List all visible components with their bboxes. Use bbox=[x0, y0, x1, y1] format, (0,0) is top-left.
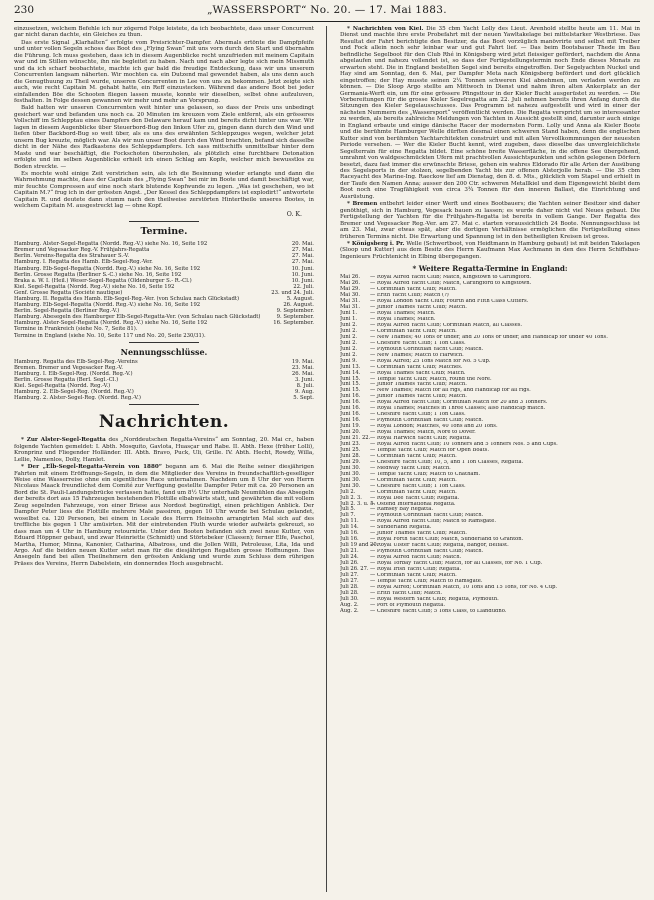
news-text: des „Norddeutschen Regatta-Vereins“ am Sonntag, 20. Mai cr., haben folgende Yachten gemeldet: I. Abth. Mosquito, Gavlota, Huasçar und Rabe. II. Abth. Hexe (früher Lolli), Kronprinz und Fliegender Holländer. III. Abth. Bravo, Puck, Uli, Grille. IV. Abth. Hecht, Rowdy, Willa, Lellie, Namenlos, Dolly, Hamlet. bbox=[14, 437, 314, 463]
regatta-event: — Sunderland Regatta. bbox=[370, 525, 432, 531]
regatta-date: Aug. 2. bbox=[340, 601, 359, 608]
event-name: Kiel. Segel-Regatta (Nordd. Reg.-V.) siehe No. 16, Seite 192 bbox=[14, 283, 175, 290]
news-item bbox=[340, 26, 640, 200]
regatta-event: — Royal Alfred Yacht Club; Match. bbox=[370, 555, 462, 561]
event-date: 10. Juni. bbox=[291, 277, 314, 284]
right-column bbox=[340, 26, 640, 892]
regatta-event: — Royal Thames; Matches in Three Classes; also Handicap match. bbox=[370, 406, 546, 412]
regatta-date: Juni 15. bbox=[340, 375, 361, 382]
regatta-date: Juli 5. bbox=[340, 506, 356, 513]
paragraph: einzusetzen, welchem Befehle ich nur zögernd Folge leistete, da ich beobachtete, dass unser Concurrent gar nicht daran dachte, ein Gleiches zu thun. bbox=[14, 26, 314, 39]
regatta-event: — Corinthian Yacht Club; Match. bbox=[370, 328, 457, 334]
regatta-date: Juni 23. bbox=[340, 441, 361, 447]
header-rule bbox=[14, 21, 640, 22]
regatta-date: Juni 19. bbox=[340, 423, 361, 430]
regatta-event: — Royal Ulster Yacht Club; Regatta, Bangor, Belfast. bbox=[370, 543, 509, 549]
schedule-row bbox=[14, 333, 314, 339]
regatta-event: — Royal Harwich Yacht Club; Regatta. bbox=[370, 436, 472, 442]
event-date: 9. September. bbox=[276, 308, 314, 315]
regatta-event: — Temple Yacht Club; Match for Open Boats. bbox=[370, 447, 489, 453]
regatta-date: Juli 27. bbox=[340, 571, 359, 578]
regatta-date: Juni 14. bbox=[340, 369, 361, 376]
regatta-date: Mai 26. bbox=[340, 280, 360, 287]
regatta-date: Juni 15. bbox=[340, 387, 361, 394]
regatta-date: Juni 16. bbox=[340, 393, 361, 400]
regatta-date: Juni 2. bbox=[340, 351, 358, 358]
regatta-event: — Corinthian Yacht Club; Match. bbox=[370, 453, 457, 459]
regatta-date: Juni 28. bbox=[340, 452, 361, 459]
news-item bbox=[14, 464, 314, 567]
event-date: 27. Mai. bbox=[291, 247, 314, 254]
regatta-event: — Cheshire Yacht Club; 5 Tons Class, to Llandudno. bbox=[370, 608, 507, 614]
regatta-event: — Royal Alfred Yacht Club; Corinthian Match, all Classes. bbox=[370, 322, 523, 328]
regatta-event: — Royal London; Matches, 40 Tons and 20 Tons. bbox=[370, 424, 498, 430]
regatta-date: Juni 21. 22. bbox=[340, 435, 371, 442]
regatta-event: — Royal Alfred Yacht Club; Match, Carlingford to Kingstown. bbox=[370, 281, 532, 287]
regatta-date: Juni 9. bbox=[340, 357, 358, 364]
regatta-event: — Royal Thames; Match. bbox=[370, 311, 436, 317]
event-date: 3. Juni. bbox=[294, 376, 314, 383]
regatta-date: Juni 30. bbox=[340, 476, 361, 483]
regatta-date: Mai 31. bbox=[340, 298, 360, 305]
regatta-event: — Plymouth Corinthian Yacht Club; Match. bbox=[370, 513, 484, 519]
event-date: 10. Juni. bbox=[291, 265, 314, 272]
regatta-date: Aug. 2. bbox=[340, 607, 359, 614]
regatta-date: Juli 28. bbox=[340, 589, 359, 596]
regatta-date: Juli 19 and 20. bbox=[340, 542, 379, 549]
event-date: 20. Mai. bbox=[291, 241, 314, 248]
regatta-date: Mai 29. bbox=[340, 286, 360, 293]
event-name: Bremer und Vegesacker Reg.-V. Frühjahrs-Regatta bbox=[14, 247, 150, 254]
event-date: 19. Mai. bbox=[291, 358, 314, 365]
regatta-event: — Royal Alfred Yacht Club; Match, Kingstown to Carlingford. bbox=[370, 275, 532, 281]
masthead-title: „WASSERSPORT“ No. 20. — 17. Mai 1883. bbox=[207, 4, 447, 16]
regatta-event: — Cheshire Yacht Club; 10, 5, and 1 Ton Classes, Regatta. bbox=[370, 459, 524, 465]
news-lead: * Nachrichten von Kiel. bbox=[347, 26, 424, 32]
regatta-event: — Port of Plymouth Regatta. bbox=[370, 602, 445, 608]
news-text: begann am 6. Mai die Reihe seiner diesjährigen Fahrten mit einem Eröffnungs-Segeln, in dem die Mitglieder des Vereins in freundschaftlich-geselliger Weise eine Wasserreise ohne ein eigentliches Race unternahmen. Nachdem um 8 Uhr der von Herrn Nicolaus Maack freundlichst dem Comité zur Verfügung gestellte Dampfer Peter mit ca. 20 Personen an Bord die St. Pauli-Landungsbrücke verlassen hatte, fand um 8½ Uhr unterhalb Neumühlen das Absegeln der bereits dort aus 15 Fahrzeugen bestehenden Flottille elbabwärts statt, und gewährten die mit vollem Zeug segelnden Fahrzeuge, von einer Briese aus Nordost begünstigt, einen prächtigen Anblick. Der Dampfer Peter liess die Flottille mehrere Male passiren, gegen 10 Uhr wurde bei Schulau gelandet, woselbst ca. 120 Personen, bei einem in Locale des Herrn Heinsohn arrangirten Mal sich auf des treffliche bis gegen 1 Uhr amüsirten. Mit der eintretenden Fluth wurde wieder aufwärts gekreuzt, so dass man um 4 Uhr in Hamburg retournirte. Unter den Booten befanden sich zwei neue Kutter, von Eduard Höppner gebaut, und zwar Heinriette (Schmidt) und Störtebeker (Classen); ferner Elfe, Paschol, Martha, Humor, Minna, Kanonier, Catharina, Albatross, und die Jollen Willi, Petroleuse, Lita, Ida und Argo. Auf die beiden neuen Kutter setzt man für die diesjährigen Regatten grosse Hoffnungen. Das Ansegeln fand bei allen Theilnehmern den grössten Anklang und wurde zum Schluss dem rührigen Präses des Vereins, Herrn Dabelstein, ein donnerndes Hoch ausgebracht. bbox=[14, 464, 314, 567]
regatta-date: Mai 30. bbox=[340, 292, 360, 299]
regatta-event: — Erith Yacht Club; Match (?) bbox=[370, 293, 449, 299]
regatta-date: Juli 16. bbox=[340, 536, 359, 543]
regatta-event: — Junior Thames Yacht Club; Match. bbox=[370, 531, 467, 537]
event-name: Genf. Grosse Regatta (Société nautique) bbox=[14, 289, 123, 296]
event-name: Berlin. Vereins-Regatta des Strahauer S.-V. bbox=[14, 253, 130, 260]
event-name: Berlin. Segel-Regatta (Berliner Reg.-V.) bbox=[14, 308, 120, 315]
regatta-date: Juli 28. bbox=[340, 583, 359, 590]
event-date: 22. Juli. bbox=[293, 283, 314, 290]
event-name: Termine in Frankreich (siehe No. 7, Seite 81). bbox=[14, 326, 138, 333]
regatta-date: Juli 27. bbox=[340, 577, 359, 584]
regatta-event: — Temple Yacht Club; Match to Chatham. bbox=[370, 471, 481, 477]
event-name: Hamburg. 2. Elb-Segel-Reg. (Nordd. Reg.-V.) bbox=[14, 389, 134, 396]
event-date: 10. Juni. bbox=[291, 271, 314, 278]
nennung-heading: Nennungsschlüsse. bbox=[120, 346, 208, 357]
news-text: Die 35 cbm Yacht Lolly des Lieut. Arenhold stellte heute am 11. Mai in Dienst und machte ihre erste Probefahrt mit der neuen Yawltakelage bei mittelstarker Westbriese. Das Resultat der Fahrt berichtigte den Besitzer, da das Boot vorzüglich manövrirte und selbst mit Treiber und Fock allein noch sehr leinbar war und gut Fahrt lief. — Das beim Bootsbauer Thede im Bau befindliche Segelboot für den Club Rhé in Königsberg wird jetzt fleissiger gefördert, nachdem die Anna abgelaufen und nahezu vollendet ist, so dass der Fertigstellungstermin noch Ende dieses Monats zu erwarten steht. Die in England bestellten Segel sind bereits eingetroffen. Der Segelyachten Nuckel und Hay sind am Sonntag, den 6. Mai, per Dampfer Meta nach Königsberg befördert und dort glücklich eingetroffen; der Hay musste seinen 2¼ Tonnen schweren Kiel abnehmen, um verladen werden zu können. — Die Sloop Argo stellte am Mittwoch in Dienst und nahm ihren alten Ankerplatz an der Germania-Werft ein, um für eine grössere Pfingsttour in der Kieler Bucht ausgerüstet zu werden. — Die Vorbereitungen für die grosse Kieler Segelregatta am 22. Juli nehmen bereits ihren Anfang durch die Sitzungen des Kieler Segelausschusses. Das Programm ist nahezu aufgestellt und wird in einer der nächsten Nummern des „Wassersport“ veröffentlicht werden. Die Regatta verspricht um so interessanter zu werden, als bereits zahlreiche Meldungen von Yachten in Aussicht gestellt sind, darunter auch einige in England erbaute und einige dänische Racer der modernsten Form. Lolly und Anna als Kieler Boote und die berühmte Hamburger Welle dürften diesmal einen schweren Stand haben, denn die englischen Kutter sind von berühmten Yachtarchitekten construirt und mit allen Vervollkommnungen der neuesten Periode versehen. — Wer die Kieler Bucht kennt, wird zugeben, dass dieselbe das unvergleichlichste Segelterrain für eine Regatta bildet. Eine schöne breite Wasserfläche, in die offene See übergehend, umrahmt von waldgeschmückten Ufern mit prachtvollen Aussichtspunkten und schön gelegenen Dörfern besetzt, dazu fast immer die erwünschte Briese, gehen ein wahres Eldorado für alle Arten der Ausübung des Segelsports in der stolzen, segelbenden Yacht bis zur offenen Alsterjolle herab. — Die 35 cbm Raceyacht des Marine-Ing. Raeckow lief am Dienstag, den 8. d. Mts., glücklich vom Stapel und erhielt in der Taufe den Namen Anna; ausser den 200 Ctr. schweren Metallkiel und dem Eigengewicht bleibt dem Boot noch eine Tragfähigkeit von circa 3¾ Tonnen für den inneren Ballast, die Einrichtung und Ausrüstung. bbox=[340, 26, 640, 200]
event-date: 9. Aug. bbox=[294, 389, 314, 396]
regatta-date: Mai 26. bbox=[340, 274, 360, 281]
regatta-heading: * Weitere Regatta-Termine in England: bbox=[412, 264, 568, 274]
regatta-event: — Junior Thames Yacht Club; Match. bbox=[370, 394, 467, 400]
regatta-event: — Royal London Yacht Club; Fourth and Fifth Class Cutters. bbox=[370, 299, 529, 305]
regatta-date: Juni 16. bbox=[340, 399, 361, 406]
regatta-event: — Ostend International Regatta. bbox=[370, 501, 456, 507]
event-name: Hamburg. Regatta des Elb-Segel-Reg.-Vereins bbox=[14, 358, 138, 365]
regatta-date: Juni 2. bbox=[340, 327, 358, 334]
regatta-event: — Royal Dee Yacht Club; Regatta. bbox=[370, 495, 460, 501]
regatta-list bbox=[340, 275, 640, 614]
event-name: Kiel. Segel-Regatta (Nordd. Reg.-V.) bbox=[14, 383, 111, 390]
event-date: 9. September. bbox=[276, 314, 314, 321]
regatta-event: — Royal Alfred Yacht Club; Corinthian Match for 20 and 3 Tonners. bbox=[370, 400, 548, 406]
regatta-event: — New Thames; 40 Tons or under, and 20 Tons or under, and Handicap for under 40 Tons. bbox=[370, 334, 608, 340]
regatta-event: — Temple Yacht Club; Match to Ramsgate. bbox=[370, 578, 483, 584]
regatta-event: — Royal Torbay Yacht Club; Match, for all Classes, for No. 1 Cup. bbox=[370, 561, 543, 567]
regatta-event: — New Thames; Match to Harwich. bbox=[370, 352, 464, 358]
regatta-date: Juni 15. bbox=[340, 381, 361, 388]
regatta-date: Juli 2. bbox=[340, 488, 356, 495]
news-lead: * Zur Alster-Segel-Regatta bbox=[21, 437, 106, 444]
regatta-event: — Plymouth Corinthian Yacht Club; Match. bbox=[370, 346, 484, 352]
event-name: Hamburg. 2. Alster-Segel-Reg. (Nordd. Reg.-V.) bbox=[14, 395, 141, 402]
event-name: Hamburg. I. Regatta des Hamb. Elb-Segel-Reg.-Ver. bbox=[14, 259, 153, 266]
regatta-date: Juli 11. bbox=[340, 518, 359, 525]
regatta-date: Juni 25. bbox=[340, 446, 361, 453]
story-signature: O. K. bbox=[286, 210, 302, 218]
event-name: Berlin. Grosse Regatta (Berliner S.-C.) siehe No. 16, Seite 192 bbox=[14, 271, 182, 278]
regatta-event: — Cheshire Yacht Club; 1 Ton Class. bbox=[370, 412, 466, 418]
event-date: 5. August. bbox=[286, 295, 314, 302]
regatta-event: — Erith Yacht Club; Match. bbox=[370, 590, 443, 596]
regatta-event: — Cheshire Yacht Club; 1 Ton Class. bbox=[370, 340, 466, 346]
news-item bbox=[14, 437, 314, 463]
event-name: Braka a. W. I. (Heil.) Weser-Segel-Regatta (Oldenburger S.- R.-Cl.) bbox=[14, 277, 192, 284]
regatta-date: Juli 30. bbox=[340, 595, 359, 602]
regatta-event: — Corinthian Yacht Club; Matches. bbox=[370, 364, 463, 370]
regatta-event: — Royal Thames; Match, Nore to Dover. bbox=[370, 430, 476, 436]
event-date: 5. Sept. bbox=[293, 395, 314, 402]
regatta-date: Juli 16. bbox=[340, 530, 359, 537]
regatta-date: Mai 31. bbox=[340, 304, 360, 311]
event-name: Berlin. Grosse Regatta (Berl. Segl.-Cl.) bbox=[14, 376, 119, 383]
regatta-event: — Royal Alfred Yacht Club; 10 Tonners and 5 Tonners Nos. 5 and Cups. bbox=[370, 442, 558, 447]
regatta-date: Juli 7. bbox=[340, 512, 356, 519]
regatta-event: — Corinthian Yacht Club; Match. bbox=[370, 287, 457, 293]
event-name: Hamburg. Abesegeln des Hamburger Elb-Segel-Regatta-Ver. (von Schulau nach Glückstadt) bbox=[14, 314, 261, 321]
event-name: Bremen. Bremer und Vegesacker Reg.-V. bbox=[14, 364, 123, 371]
event-name: Hamburg. Elb-Segel-Regatta (Nordd. Reg.-V.) siehe No. 16, Seite 192 bbox=[14, 302, 201, 309]
event-name: Hamburg. II. Regatta des Hamb. Elb-Segel-Reg.-Ver. (von Schulau nach Glückstadt) bbox=[14, 295, 240, 302]
regatta-date: Juni 2. bbox=[340, 333, 358, 340]
termine-list bbox=[14, 241, 314, 339]
event-date bbox=[310, 333, 314, 339]
regatta-event: — Corinthian Yacht Club; Match. bbox=[370, 489, 457, 495]
regatta-row bbox=[340, 609, 640, 615]
termine-heading: Termine. bbox=[140, 226, 188, 238]
event-name: Termine in England (siehe No. 10, Seite 117 und No. 20, Seite 230/31). bbox=[14, 332, 206, 339]
regatta-event: — Royal Alfred; 25 Tons Match for No. 5 Cup. bbox=[370, 358, 491, 364]
news-lead: * Bremen bbox=[347, 201, 378, 208]
regatta-event: — Plymouth Corinthian Yacht Club; Match. bbox=[370, 418, 484, 424]
regatta-date: Juni 20. bbox=[340, 429, 361, 436]
event-date: 26. August. bbox=[283, 302, 314, 309]
regatta-date: Juli 26. bbox=[340, 560, 359, 567]
paragraph: Das erste Signal „Klarhalten“ erfolgte vom Preisrichter-Dampfer. Abermals ertönte die Dampfpfeife und unter vollen Segeln schoss das Boot des „Flying Swan“ mit uns vorn durch den Start und übernahm die Führung. Ich muss gestehen, dass ich in diesem Augenblicke recht unzufrieden mit meinem Capitain war und im Stillen wünschte, ihn nie begleitet zu haben. Nach und nach aber legte sich mein Missmuth und da ich scharf beobachtete, machte ich gar bald die freudige Entdeckung, dass wir uns unserem Concurrenten langsam näherten. Wir mochten ca. ein Dutzend mal gewendet haben, als uns denn auch die Genugthuung zu Theil wurde, unseren Concurrenten in Lee von uns zu bekommen. Jetzt zeigte sich auch, wie recht Capitain M. gehabt hatte, ein Reff einzustecken. Während das andere Boot bei jeder einfallenden Böe die Schooten fliegen lassen musste, konnte wir dieselben, selbst ohne aufzuluven, festhalten. In Folge dessen gewannen wir mehr und mehr an Vorsprung. bbox=[14, 39, 314, 104]
nennung-list bbox=[14, 359, 314, 402]
news-text: entbehrt leider einer Werft und eines Bootbauers; die Yachten seiner Besitzer sind daher genöthigt, sich in Hamburg, Vegesack bauen zu lassen; es wurde daher nicht viel Neues gebaut. Die Fertigstellung der Yachten für die Frühjahrs-Regatta ist bereits in vollem Gange. Der Regatta des Bremer und Vegesacker Reg.-Ver. am 27. Mai c. starten voraussichtlich 24 Boote. Nennungsschluss ist am 23. Mai, zwar etwas spät, aber die dortigen Verhältnisse ermöglichen die Fertigstellung eines früheren Termins nicht. Die Erwartung und Spannung ist in den betheiligten Kreisen ist gross. bbox=[340, 201, 640, 240]
regatta-date: Juni 16. bbox=[340, 411, 361, 418]
event-date: 23. Mai. bbox=[291, 364, 314, 371]
event-date: 23. und 24. Juli. bbox=[271, 289, 314, 296]
regatta-event: — Ramsey Bay Regatta. bbox=[370, 507, 433, 513]
news-text: Welle (Schwertboot, von Heidtmann in Hamburg gebaut) ist mit beiden Takelagen (Sloop und Kutter) aus dem Besitz des Herrn Kaufmann Max Aschmann in den des Herrn Schiffsbau-Ingenieurs Früchtenicht in Elbing übergegangen. bbox=[340, 240, 640, 260]
regatta-date: Juli 2. 3. bbox=[340, 494, 362, 501]
left-column bbox=[14, 26, 314, 892]
paragraph: Es mochte wohl einige Zeit verstrichen sein, als ich die Besinnung wieder erlangte und dann die Wahrnehmung machte, dass der Capitain des „Flying Swan“ bei mir im Boote und damit beschäftigt war, mir feuchte Compressen auf eine noch stark blutende Kopfwunde zu legen. „Was ist geschehen, wo ist Capitain M.?“ frug ich in der grössten Angst. „Der Kessel des Schleppdampfers ist explodirt!“ antwortete Capitain R. und deutete dann stumm nach den theilweise zerstörten Hintertheile unseres Bootes, in welchem Capitain M. ausgestreckt lag — ohne Kopf. bbox=[14, 170, 314, 210]
regatta-date: Juni 1. bbox=[340, 310, 358, 317]
regatta-date: Juni 16. bbox=[340, 417, 361, 424]
regatta-event: — Royal Forth Yacht Club; Match, Sunderland to Granton. bbox=[370, 537, 524, 543]
regatta-date: Juli 14. bbox=[340, 524, 359, 531]
paragraph: Bald hatten wir unseren Concurrenten weit hinter uns gelassen, so dass der Preis uns unbedingt gesichert war und befanden uns noch ca. 20 Minuten im kreuzen vom Ziele entfernt, als ein grösseres Vollschiff im Schlepptau eines Dampfers den Delaware herauf kam und bereits dicht hinter uns war. Wir lagen in diesem Augenblicke über Steuerbord-Bug den linken Ufer zu, gingen dann durch den Wind und liefen über Backbord-Bug so weit über, als es uns des erwähnten Schleppzuges wegen, welcher jetzt unsern Bug kreuzte, möglich war. Als wir nun unser Boot durch den Wind brachten, befand sich dasselbe dicht in der Nähe des Radkastens des Schleppdampfers. Ich sass mittschiffs unmittelbar hinter dem Maste und war beschäftigt, die Fockschoten überzuholen, als plötzlich eine furchtbare Detonation erfolgte und im selben Augenblicke erhielt ich einen Schlag am Kopfe, welcher mich bewusstlos zu Boden streckte. — bbox=[14, 105, 314, 170]
regatta-event: — Corinthian Yacht Club; Match. bbox=[370, 477, 457, 483]
regatta-date: Juni 13. bbox=[340, 363, 361, 370]
event-date: 27. Mai. bbox=[291, 253, 314, 260]
event-name: Hamburg. Alster-Segel-Regatta (Nordd. Reg.-V.) siehe No. 16, Seite 192 bbox=[14, 241, 208, 248]
event-date: 27. Mai. bbox=[291, 259, 314, 266]
column-rule bbox=[326, 26, 327, 892]
regatta-event: — Royal Alfred Yacht Club; Match to Ramsgate. bbox=[370, 519, 496, 525]
regatta-date: Juni 1. bbox=[340, 315, 358, 322]
regatta-event: — Junior Thames Yacht Club; Match. bbox=[370, 382, 467, 388]
page-number: 230 bbox=[14, 4, 35, 16]
news-lead: * Der „Elb-Segel-Regatta-Verein von 1880“ bbox=[21, 464, 162, 471]
regatta-date: Juli 21. bbox=[340, 548, 359, 555]
regatta-event: — Plymouth Corinthian Yacht Club; Match. bbox=[370, 549, 484, 555]
regatta-event: — Royal Irish Yacht Club; Regatta. bbox=[370, 567, 462, 573]
news-list bbox=[340, 26, 640, 260]
schedule-row bbox=[14, 395, 314, 401]
regatta-event: — Temple Yacht Club; Match, round the Nore. bbox=[370, 376, 492, 382]
event-date: 26. Mai. bbox=[291, 370, 314, 377]
news-lead: * Königsberg i. Pr. bbox=[347, 240, 405, 247]
news-item bbox=[340, 241, 640, 260]
story-text bbox=[14, 26, 314, 210]
divider bbox=[129, 342, 199, 343]
regatta-date: Juni 30. bbox=[340, 470, 361, 477]
regatta-date: Juni 30. bbox=[340, 482, 361, 489]
regatta-event: — Royal Thames; Match. bbox=[370, 316, 436, 322]
divider bbox=[129, 404, 199, 405]
regatta-event: — Corinthian Yacht Club; Match. bbox=[370, 572, 457, 578]
regatta-event: — Junior Thames Yacht Club; Match. bbox=[370, 305, 467, 311]
event-name: Hamburg. Alster-Segel-Regatta (Nordd. Reg.-V.) siehe No. 16, Seite 192 bbox=[14, 320, 208, 327]
event-date: 8. Juli. bbox=[296, 383, 314, 390]
event-name: Hamburg. Elb-Segel-Regatta (Nordd. Reg.-V.) siehe No. 16, Seite 192 bbox=[14, 265, 201, 272]
regatta-event: — Royal Thames Yacht Club; Match. bbox=[370, 370, 466, 376]
regatta-date: Juni 29. bbox=[340, 458, 361, 465]
regatta-event: — New Thames; Match for all rigs, and Handicap for all rigs. bbox=[370, 388, 531, 394]
event-date: 16. September. bbox=[273, 320, 314, 327]
page-header bbox=[14, 4, 640, 20]
regatta-date: Juni 2. bbox=[340, 321, 358, 328]
nachrichten-heading: Nachrichten. bbox=[98, 412, 230, 433]
regatta-date: Juni 30. bbox=[340, 464, 361, 471]
regatta-date: Juni 2. bbox=[340, 345, 358, 352]
regatta-date: Juni 2. bbox=[340, 339, 358, 346]
divider bbox=[129, 221, 199, 222]
regatta-date: Juni 16. bbox=[340, 405, 361, 412]
regatta-event: — Cheshire Yacht Club; 1 Ton Class. bbox=[370, 483, 466, 489]
regatta-event: — Royal Alfred; Corinthian Match, 10 Tons and 15 Tons, for No. 4 Cup. bbox=[370, 584, 558, 590]
news-item bbox=[340, 201, 640, 240]
regatta-date: Juli 2. 3. u. 5. bbox=[340, 500, 376, 507]
event-name: Hamburg. I. Elb-Segel-Reg. (Nordd. Reg.-V.) bbox=[14, 370, 133, 377]
regatta-event: — Royal Western Yacht Club; Regatta, Plymouth. bbox=[370, 596, 499, 602]
regatta-date: Juli 26. 27. bbox=[340, 566, 369, 573]
regatta-event: — Medway Yacht Club; Match. bbox=[370, 465, 451, 471]
news-list bbox=[14, 437, 314, 567]
regatta-date: Juli 24. bbox=[340, 554, 359, 561]
